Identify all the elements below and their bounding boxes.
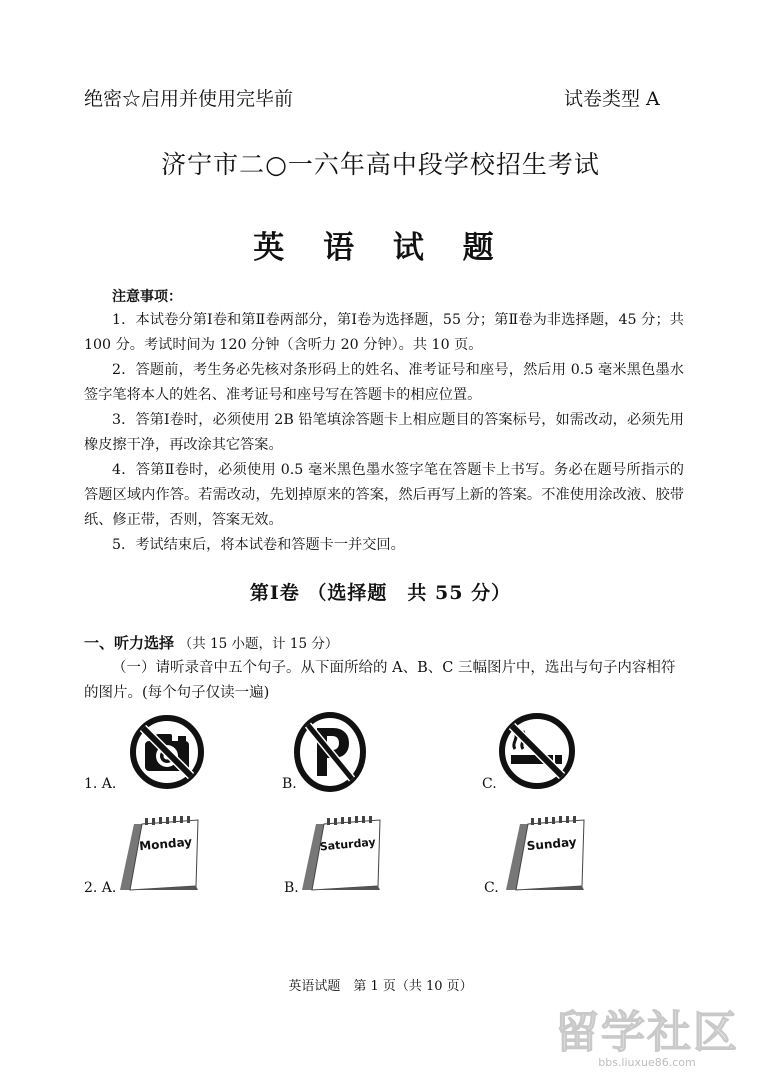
q2-label-a: 2. A. (84, 880, 117, 896)
no-camera-icon (128, 713, 206, 791)
q2-label-b: B. (284, 880, 299, 896)
calendar-saturday (300, 812, 386, 894)
q1-label-a: 1. A. (84, 776, 117, 792)
notice-heading: 注意事项： (112, 289, 182, 305)
notice-item: 5．考试结束后，将本试卷和答题卡一并交回。 (112, 537, 405, 553)
calendar-text-b: Saturday (319, 835, 377, 854)
calendar-sunday (504, 812, 590, 894)
notice-item: 2．答题前，考生务必先核对条形码上的姓名、准考证号和座号，然后用 0.5 毫米黑色墨水签字笔将本人的姓名、准考证号和座号写在答题卡的相应位置。 (84, 362, 684, 403)
site-watermark (555, 1007, 739, 1069)
notice-item: 3．答第Ⅰ卷时，必须使用 2B 铅笔填涂答题卡上相应题目的答案标号，如需改动，必须先用橡皮擦干净，再改涂其它答案。 (84, 412, 684, 453)
watermark-logo: 留学社区 (555, 1007, 739, 1058)
q1-label-c: C. (482, 776, 497, 792)
listening-instruction (84, 656, 684, 706)
calendar-monday (118, 812, 204, 894)
section-heading: 第Ⅰ卷 （选择题 共 55 分） (249, 582, 512, 604)
calendar-text-c: Sunday (526, 834, 578, 854)
confidential-label: 绝密☆启用并使用完毕前 (84, 88, 294, 110)
watermark-url: bbs.liuxue86.com (598, 1056, 696, 1069)
no-smoking-icon (497, 711, 577, 791)
q2-label-c: C. (484, 880, 499, 896)
notice-item: 4．答第Ⅱ卷时，必须使用 0.5 毫米黑色墨水签字笔在答题卡上书写。务必在题号所指示的答题区域内作答。若需改动，先划掉原来的答案，然后再写上新的答案。不准使用涂改液、胶带纸、修正带，否则，答案无效。 (84, 462, 684, 528)
part-note: （共 15 小题，计 15 分） (178, 636, 339, 652)
instruction-text: （一）请听录音中五个句子。从下面所给的 A、B、C 三幅图片中，选出与句子内容相符的图片。(每个句子仅读一遍) (84, 660, 676, 701)
paper-type-label: 试卷类型 A (564, 88, 660, 110)
part-title: 一、听力选择 (84, 634, 175, 652)
page-footer: 英语试题 第 1 页（共 10 页） (288, 979, 473, 994)
part-heading (84, 632, 338, 653)
exam-title: 济宁市二○一六年高中段学校招生考试 (161, 150, 600, 179)
calendar-text-a: Monday (138, 834, 193, 854)
subject-title: 英 语 试 题 (253, 230, 508, 266)
notice-item: 1．本试卷分第Ⅰ卷和第Ⅱ卷两部分，第Ⅰ卷为选择题，55 分；第Ⅱ卷为非选择题，45 分；共 100 分。考试时间为 120 分钟（含听力 20 分钟）。共 10 页。 (84, 312, 684, 353)
no-parking-icon (293, 712, 367, 792)
q1-label-b: B. (282, 776, 297, 792)
notice-list (84, 308, 684, 558)
